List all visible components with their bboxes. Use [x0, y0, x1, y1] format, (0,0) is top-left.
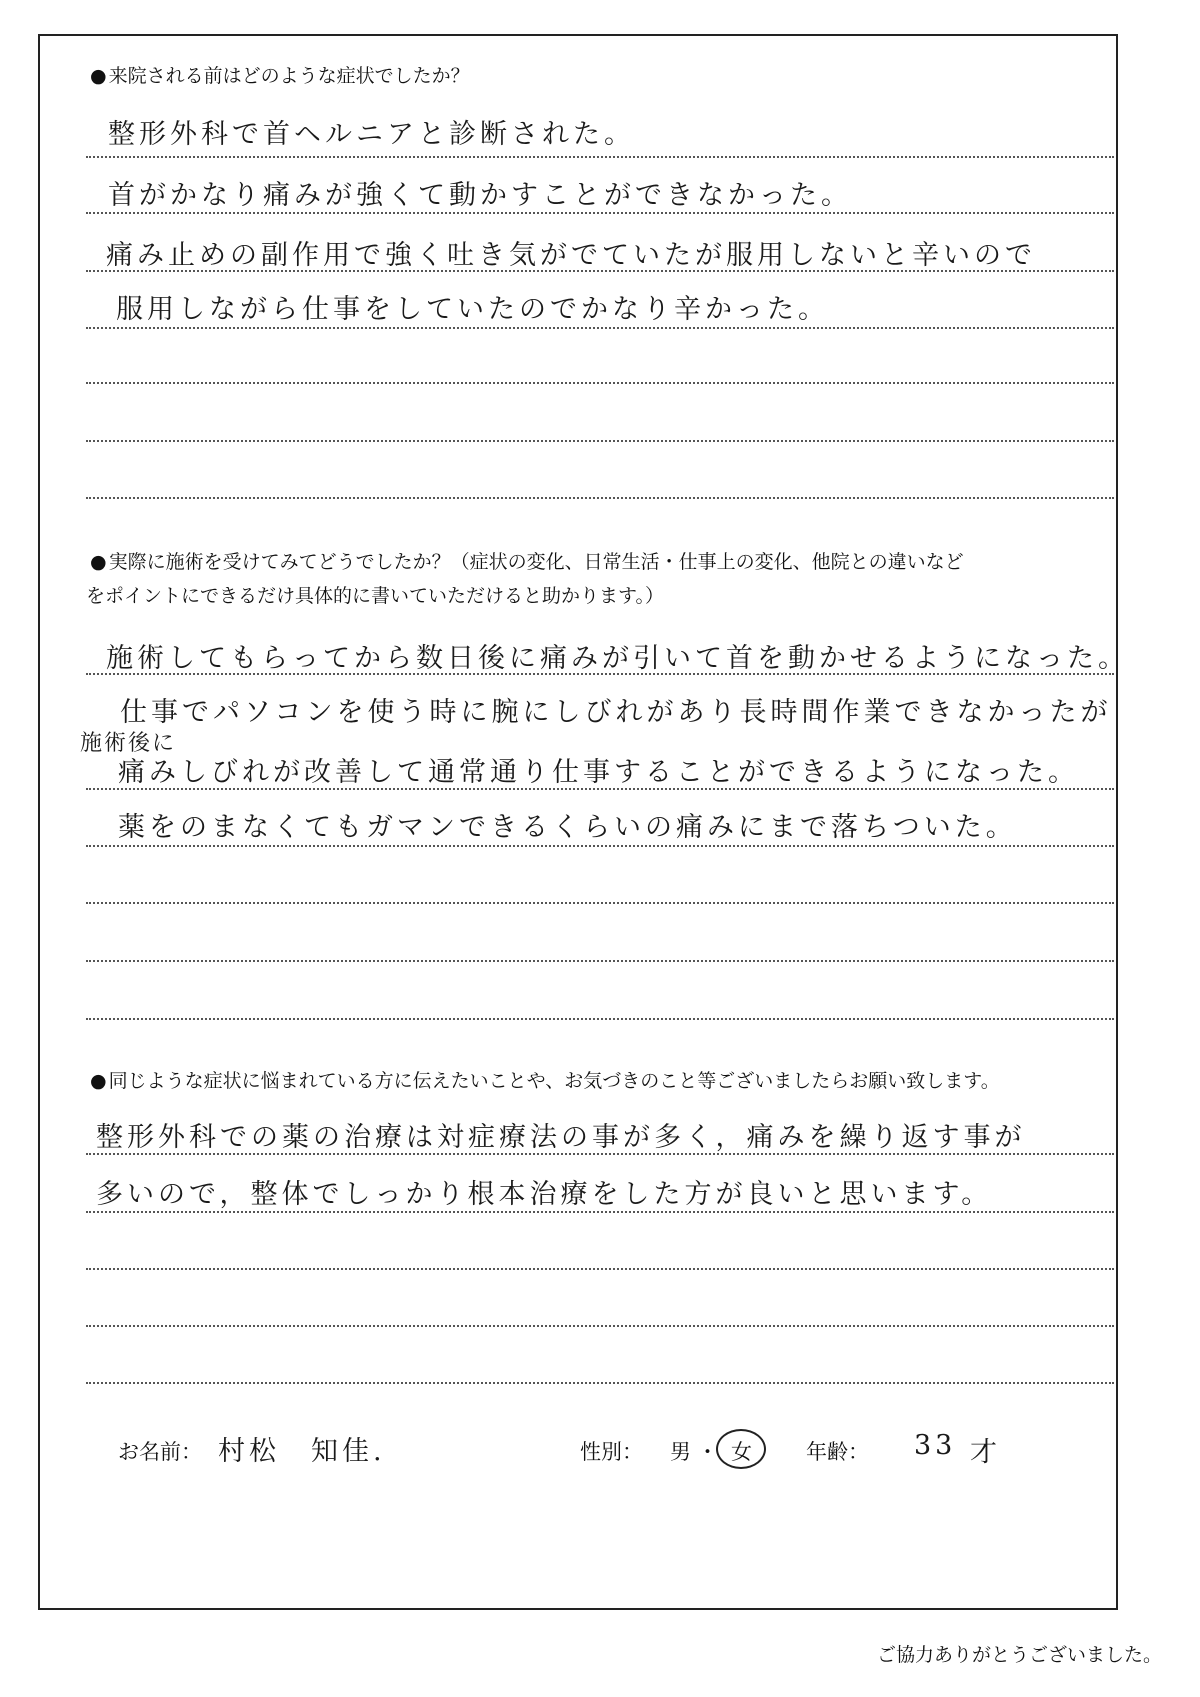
gender-separator: ・ [697, 1440, 718, 1464]
ruled-line [86, 845, 1114, 847]
gender-male: 男 [670, 1440, 691, 1464]
ruled-line [86, 960, 1114, 962]
answer-2-line-3: 痛みしびれが改善して通常通り仕事することができるようになった。 [118, 757, 1079, 788]
answer-1-line-2: 首がかなり痛みが強くて動かすことができなかった。 [108, 180, 852, 211]
ruled-line [86, 327, 1114, 329]
gender-female: 女 [731, 1440, 752, 1464]
question-3: ● 同じような症状に悩まれている方に伝えたいことや、お気づきのこと等ございましたらお願い致します。 [90, 1070, 1000, 1092]
ruled-line [86, 156, 1114, 158]
ruled-line [86, 1018, 1114, 1020]
ruled-line [86, 497, 1114, 499]
name-value: 村松 知佳. [218, 1436, 386, 1467]
answer-2-line-4: 薬をのまなくてもガマンできるくらいの痛みにまで落ちついた。 [118, 812, 1017, 843]
ruled-line [86, 788, 1114, 790]
ruled-line [86, 440, 1114, 442]
age-value: 33 [914, 1430, 957, 1461]
ruled-line [86, 1153, 1114, 1155]
age-unit: 才 [970, 1437, 1001, 1468]
ruled-line [86, 1325, 1114, 1327]
question-2-line-2: をポイントにできるだけ具体的に書いていただけると助かります。） [86, 585, 664, 607]
name-label: お名前： [118, 1440, 202, 1464]
thanks-message: ご協力ありがとうございました。 [876, 1644, 1162, 1666]
ruled-line [86, 673, 1114, 675]
ruled-line [86, 1211, 1114, 1213]
answer-1-line-3: 痛み止めの副作用で強く吐き気がでていたが服用しないと辛いので [106, 240, 1036, 271]
ruled-line [86, 902, 1114, 904]
ruled-line [86, 270, 1114, 272]
ruled-line [86, 212, 1114, 214]
answer-2-line-2: 仕事でパソコンを使う時に腕にしびれがあり長時間作業できなかったが [120, 697, 1112, 728]
question-1: ● 来院される前はどのような症状でしたか？ [90, 65, 470, 87]
answer-2-line-1: 施術してもらってから数日後に痛みが引いて首を動かせるようになった。 [106, 643, 1129, 674]
answer-2-insert: 施術後に [80, 731, 177, 756]
answer-1-line-1: 整形外科で首ヘルニアと診断された。 [108, 119, 635, 150]
ruled-line [86, 1268, 1114, 1270]
gender-label: 性別： [580, 1440, 643, 1464]
answer-3-line-2: 多いので，整体でしっかり根本治療をした方が良いと思います。 [96, 1179, 993, 1210]
answer-1-line-4: 服用しながら仕事をしていたのでかなり辛かった。 [116, 294, 829, 325]
answer-3-line-1: 整形外科での薬の治療は対症療法の事が多く，痛みを繰り返す事が [96, 1122, 1026, 1153]
age-label: 年齢： [806, 1440, 869, 1464]
ruled-line [86, 1382, 1114, 1384]
question-2-line-1: ● 実際に施術を受けてみてどうでしたか？（症状の変化、日常生活・仕事上の変化、他院との違いなど [90, 551, 964, 573]
ruled-line [86, 382, 1114, 384]
